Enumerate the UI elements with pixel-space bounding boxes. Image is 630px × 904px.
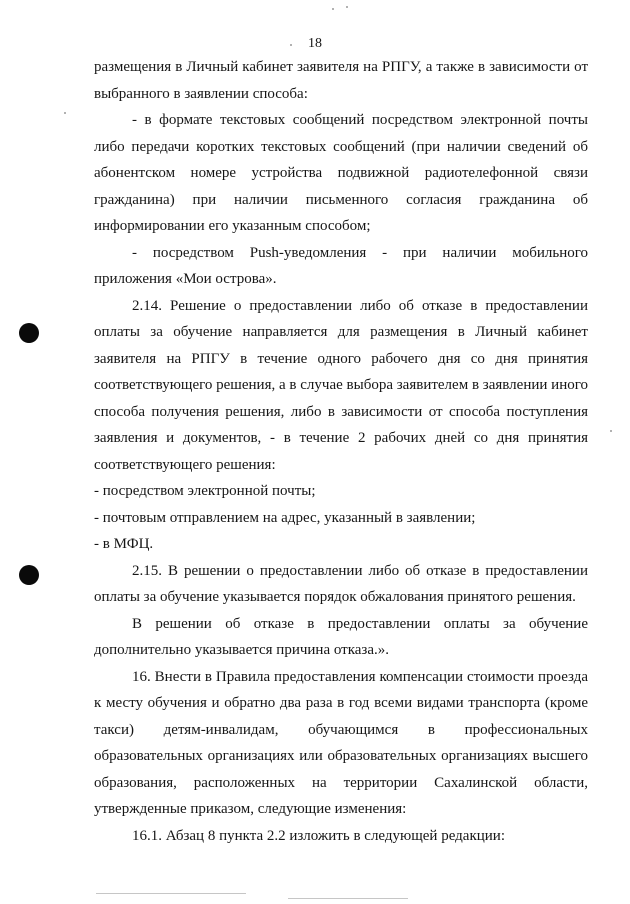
- scan-speck: [64, 112, 66, 114]
- text-line: утвержденные приказом, следующие изменения:: [94, 801, 407, 817]
- punch-hole-top: [19, 323, 39, 343]
- text-line: выбранного в заявлении способа:: [94, 85, 308, 102]
- scan-artifact-line: [96, 893, 246, 894]
- text-line: способа получения решения, либо в зависимости от способа поступления: [94, 403, 588, 420]
- scan-speck: [290, 44, 292, 46]
- text-line: оплаты за обучение направляется для размещения в Личный кабинет: [94, 324, 588, 340]
- scan-speck: [346, 6, 348, 8]
- text-line: размещения в Личный кабинет заявителя на РПГУ, а также в зависимости от: [94, 59, 588, 75]
- text-line: - почтовым отправлением на адрес, указанный в заявлении;: [94, 509, 476, 526]
- text-line: абонентском номере устройства подвижной радиотелефонной связи: [94, 165, 588, 181]
- text-line: - посредством электронной почты;: [94, 483, 316, 499]
- text-line: В решении об отказе в предоставлении оплаты за обучение: [132, 615, 588, 632]
- text-line: гражданина) при наличии письменного согласия гражданина об: [94, 191, 588, 208]
- text-line: - посредством Push-уведомления - при наличии мобильного: [132, 244, 588, 261]
- text-line: образования, расположенных на территории Сахалинской области,: [94, 774, 588, 791]
- text-line: заявления и документов, - в течение 2 рабочих дней со дня принятия: [94, 430, 588, 446]
- scan-speck: [332, 8, 334, 10]
- punch-hole-bottom: [19, 565, 39, 585]
- text-line: 2.15. В решении о предоставлении либо об отказе в предоставлении: [132, 562, 588, 579]
- document-body: [94, 54, 588, 849]
- page-number: 18: [308, 36, 322, 51]
- text-line: образовательных организациях или образовательных организациях высшего: [94, 748, 588, 764]
- text-line: 16.1. Абзац 8 пункта 2.2 изложить в следующей редакции:: [132, 827, 506, 844]
- scan-speck: [610, 430, 612, 432]
- text-line: к месту обучения и обратно два раза в год всеми видами транспорта (кроме: [94, 695, 588, 711]
- text-line: - в МФЦ.: [94, 536, 154, 552]
- text-line: соответствующего решения:: [94, 456, 276, 473]
- text-line: - в формате текстовых сообщений посредством электронной почты: [132, 112, 588, 128]
- text-line: дополнительно указывается причина отказа.».: [94, 642, 390, 658]
- text-line: 2.14. Решение о предоставлении либо об отказе в предоставлении: [132, 297, 588, 314]
- text-line: 16. Внести в Правила предоставления компенсации стоимости проезда: [132, 668, 588, 685]
- text-line: заявителя на РПГУ в течение одного рабочего дня со дня принятия: [94, 350, 588, 367]
- text-line: оплаты за обучение указывается порядок обжалования принятого решения.: [94, 589, 576, 605]
- text-line: информировании его указанным способом;: [94, 218, 371, 234]
- text-line: соответствующего решения, а в случае выбора заявителем в заявлении иного: [94, 377, 588, 393]
- text-line: приложения «Мои острова».: [94, 271, 277, 287]
- scan-artifact-line: [288, 898, 408, 899]
- text-line: такси) детям-инвалидам, обучающимся в профессиональных: [94, 721, 588, 738]
- text-line: либо передачи коротких текстовых сообщений (при наличии сведений об: [94, 138, 588, 155]
